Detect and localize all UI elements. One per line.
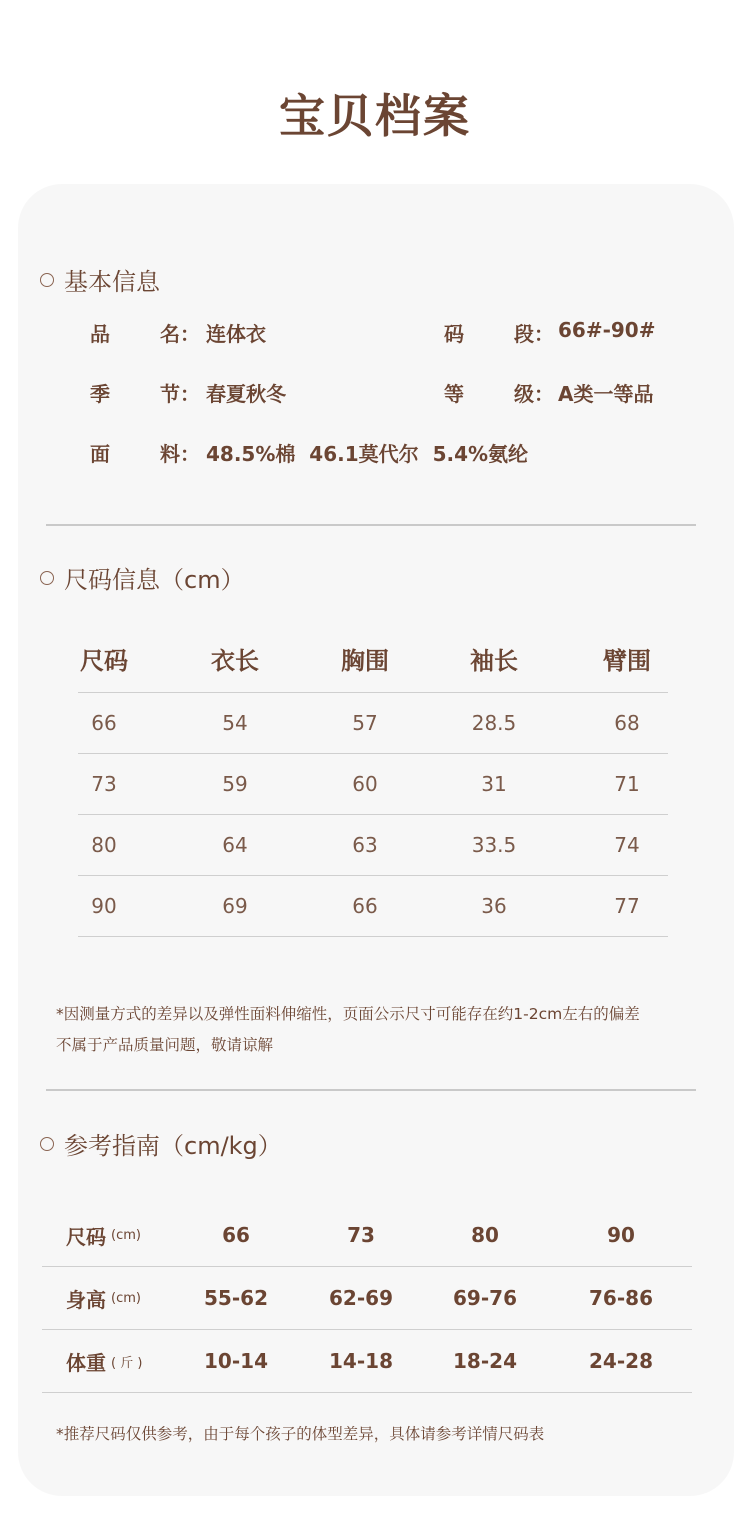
row-header bbox=[66, 1204, 141, 1266]
row-unit: (cm) bbox=[111, 1227, 141, 1243]
label-char: 名： bbox=[160, 322, 200, 346]
table-cell: 64 bbox=[222, 833, 248, 857]
column-header: 衣长 bbox=[211, 646, 259, 675]
table-cell: 69-76 bbox=[453, 1286, 517, 1310]
size-note bbox=[56, 999, 640, 1061]
table-cell: 71 bbox=[614, 772, 640, 796]
row-header bbox=[66, 1330, 142, 1392]
size-info-title: 尺码信息（cm） bbox=[64, 566, 245, 594]
row-unit: (cm) bbox=[111, 1290, 141, 1306]
label-char: 料： bbox=[160, 442, 200, 466]
page-title: 宝贝档案 bbox=[279, 89, 471, 143]
label-char: 品 bbox=[90, 322, 110, 346]
row-label: 体重 bbox=[66, 1350, 106, 1375]
table-cell: 69 bbox=[222, 894, 248, 918]
info-value: A类一等品 bbox=[558, 382, 654, 406]
product-info-card bbox=[18, 184, 734, 1496]
table-cell: 31 bbox=[481, 772, 507, 796]
table-row bbox=[78, 815, 668, 876]
info-value: 春夏秋冬 bbox=[206, 382, 286, 406]
table-cell: 55-62 bbox=[204, 1286, 268, 1310]
size-info-heading bbox=[40, 560, 245, 595]
table-cell: 63 bbox=[352, 833, 378, 857]
label-char: 面 bbox=[90, 442, 110, 466]
table-cell: 10-14 bbox=[204, 1349, 268, 1373]
reference-table bbox=[42, 1204, 692, 1393]
label-char: 节： bbox=[160, 382, 200, 406]
row-label: 身高 bbox=[66, 1287, 106, 1312]
table-cell: 74 bbox=[614, 833, 640, 857]
size-table bbox=[78, 624, 668, 937]
column-header: 尺码 bbox=[80, 646, 128, 675]
table-row bbox=[42, 1330, 692, 1393]
table-cell: 66 bbox=[222, 1223, 250, 1247]
column-header: 胸围 bbox=[341, 646, 389, 675]
row-label: 尺码 bbox=[66, 1224, 106, 1249]
table-cell: 36 bbox=[481, 894, 507, 918]
table-cell: 73 bbox=[91, 772, 117, 796]
divider bbox=[46, 1089, 696, 1091]
circle-bullet-icon bbox=[40, 273, 54, 287]
table-cell: 14-18 bbox=[329, 1349, 393, 1373]
table-row bbox=[78, 693, 668, 754]
table-cell: 80 bbox=[471, 1223, 499, 1247]
table-cell: 57 bbox=[352, 711, 378, 735]
info-value: 48.5%棉 46.1莫代尔 5.4%氨纶 bbox=[206, 442, 529, 466]
size-note-line: 不属于产品质量问题，敬请谅解 bbox=[56, 1036, 274, 1054]
table-cell: 66 bbox=[352, 894, 378, 918]
table-cell: 66 bbox=[91, 711, 117, 735]
reference-heading bbox=[40, 1126, 282, 1161]
basic-info-title: 基本信息 bbox=[64, 268, 160, 296]
size-table-header bbox=[78, 624, 668, 693]
table-row bbox=[42, 1267, 692, 1330]
table-cell: 80 bbox=[91, 833, 117, 857]
divider bbox=[46, 524, 696, 526]
info-value: 66#-90# bbox=[558, 318, 656, 342]
circle-bullet-icon bbox=[40, 571, 54, 585]
reference-note: *推荐尺码仅供参考，由于每个孩子的体型差异，具体请参考详情尺码表 bbox=[56, 1425, 545, 1443]
table-cell: 24-28 bbox=[589, 1349, 653, 1373]
table-row bbox=[42, 1204, 692, 1267]
reference-title: 参考指南（cm/kg） bbox=[64, 1132, 282, 1160]
table-cell: 18-24 bbox=[453, 1349, 517, 1373]
label-char: 段： bbox=[514, 322, 554, 346]
table-cell: 33.5 bbox=[471, 833, 517, 857]
table-cell: 73 bbox=[347, 1223, 375, 1247]
table-cell: 90 bbox=[607, 1223, 635, 1247]
label-char: 季 bbox=[90, 382, 110, 406]
table-cell: 59 bbox=[222, 772, 248, 796]
table-cell: 62-69 bbox=[329, 1286, 393, 1310]
row-header bbox=[66, 1267, 141, 1329]
column-header: 袖长 bbox=[470, 646, 518, 675]
table-cell: 68 bbox=[614, 711, 640, 735]
basic-info-heading bbox=[40, 262, 160, 297]
table-cell: 28.5 bbox=[471, 711, 517, 735]
table-cell: 90 bbox=[91, 894, 117, 918]
column-header: 臂围 bbox=[603, 646, 651, 675]
info-value: 连体衣 bbox=[206, 322, 266, 346]
label-char: 等 bbox=[444, 382, 464, 406]
table-cell: 76-86 bbox=[589, 1286, 653, 1310]
table-cell: 54 bbox=[222, 711, 248, 735]
label-char: 码 bbox=[444, 322, 464, 346]
table-row bbox=[78, 876, 668, 937]
table-row bbox=[78, 754, 668, 815]
row-unit: ( 斤 ) bbox=[111, 1355, 143, 1371]
table-cell: 60 bbox=[352, 772, 378, 796]
table-cell: 77 bbox=[614, 894, 640, 918]
size-note-line: *因测量方式的差异以及弹性面料伸缩性，页面公示尺寸可能存在约1-2cm左右的偏差 bbox=[56, 1005, 640, 1023]
label-char: 级： bbox=[514, 382, 554, 406]
circle-bullet-icon bbox=[40, 1137, 54, 1151]
